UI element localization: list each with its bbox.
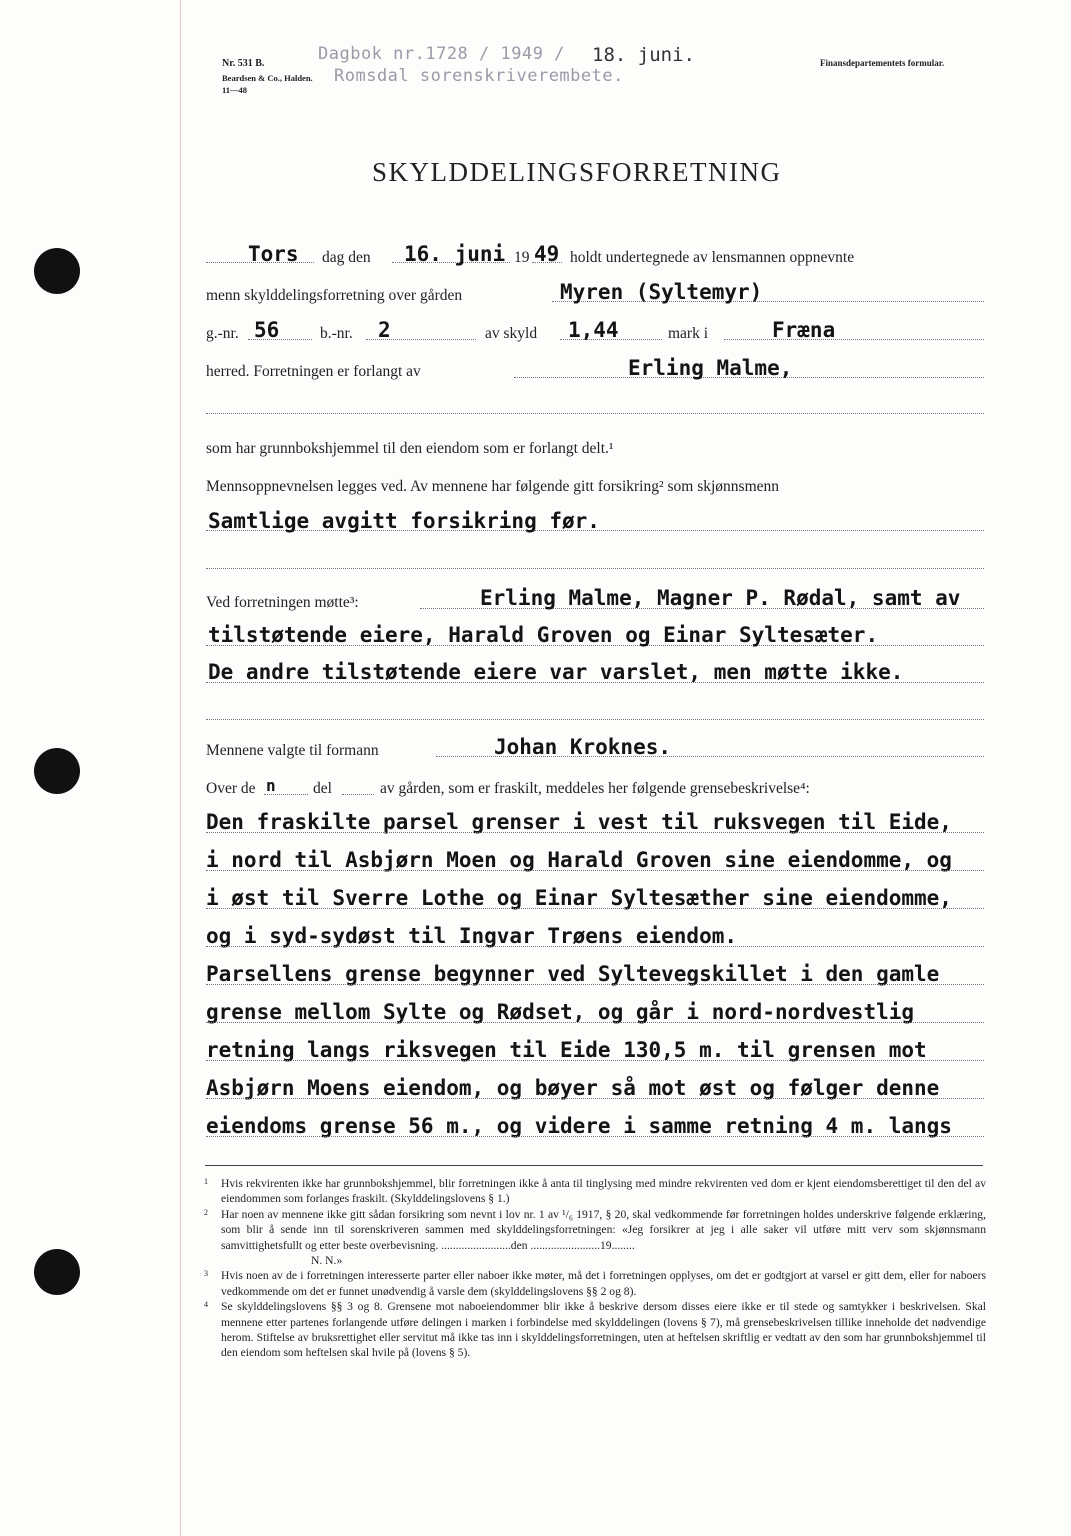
dag-den-label: dag den [322,249,371,266]
over-fill-value: n [266,776,276,795]
motte-line-2: tilstøtende eiere, Harald Groven og Einar Syltesæter. [208,623,879,647]
footnote-separator [205,1165,983,1166]
date-value: 16. juni [404,242,506,266]
margin-line [180,0,181,1536]
gnr-label: g.-nr. [206,325,239,342]
del-label: del [313,780,332,797]
description-line: eiendoms grense 56 m., og videre i samme retning 4 m. langs [206,1114,952,1138]
footnote-signature: N. N.» [311,1254,343,1268]
over-label: Over de [206,780,256,797]
footnote-4: 4 Se skylddelingslovens §§ 3 og 8. Grensene mot naboeiendommer blir ikke å beskrive dersom disses eiere ikke er til stede og samtykker i beskrivelsen. Skal mennene etter partenes forlangende utføre delingen i marken i forbindelse med skylddelingen (lovens § 7), må grensebeskrivelsen tillike inneholde det nødvendige herom. Stiftelse av bruksrettighet eller servitut må ikke tas inn i skylddelingsforretningen, uten at heftelsen skriftlig er vedtatt av den som har grunnbokshjemmel til den eiendom som heftelsen skal hvile på (lovens § 5). [204,1300,986,1360]
motte-label: Ved forretningen møtte³: [206,594,359,611]
form-number: Nr. 531 B. [222,58,265,69]
description-line: grense mellom Sylte og Rødset, og går i nord-nordvestlig [206,1000,915,1024]
men-text: menn skylddelingsforretning over gården [206,287,463,304]
punch-hole [34,248,80,294]
formann-value: Johan Kroknes. [494,735,672,759]
bnr-label: b.-nr. [320,325,353,342]
requester-value: Erling Malme, [628,356,793,380]
municipality-value: Fræna [772,318,836,342]
skyld-label: av skyld [485,325,538,342]
year-value: 49 [534,242,560,266]
over-rest-text: av gården, som er fraskilt, meddeles her følgende grensebeskrivelse⁴: [380,780,810,797]
motte-line-1: Erling Malme, Magner P. Rødal, samt av [480,586,961,610]
footnote-1: 1 Hvis rekvirenten ikke har grunnbokshjemmel, blir forretningen ikke å anta til tinglysing med mindre rekvirenten ved dom er kjent eiendomsberettiget til den del av eiendommen som forlanges fraskilt. (Skylddelingslovens § 1.) [204,1177,986,1206]
gnr-value: 56 [254,318,280,342]
weekday-value: Tors [248,242,299,266]
ministry-label: Finansdepartementets formular. [820,58,945,68]
description-line: Asbjørn Moens eiendom, og bøyer så mot øst og følger denne [206,1076,940,1100]
description-line: Parsellens grense begynner ved Syltevegskillet i den gamle [206,962,940,986]
intro-text: holdt undertegnede av lensmannen oppnevnte [570,249,855,266]
forsikring-value: Samtlige avgitt forsikring før. [208,509,600,533]
motte-line-3: De andre tilstøtende eiere var varslet, men møtte ikke. [208,660,904,684]
herred-text: herred. Forretningen er forlangt av [206,363,421,380]
footnote-3: 3 Hvis noen av de i forretningen interesserte parter eller naboer ikke møter, må det i forretningen opplyses, om det er godtgjort at varsel er gitt dem, eller for naboers vedkommende om det er funnet unødvendig å varsle dem (skylddelingslovens §§ 2 og 8). [204,1269,986,1298]
page-title: SKYLDDELINGSFORRETNING [372,157,782,187]
description-line: retning langs riksvegen til Eide 130,5 m. til grensen mot [206,1038,927,1062]
farm-value: Myren (Syltemyr) [560,280,763,304]
office-stamp: Romsdal sorenskriverembete. [334,66,624,86]
punch-hole [34,748,80,794]
oppnevnelse-text: Mennsoppnevnelsen legges ved. Av mennene har følgende gitt forsikring² som skjønnsmenn [206,478,780,495]
footnotes [204,1176,986,1361]
journal-stamp: Dagbok nr.1728 / 1949 / [318,44,565,64]
grunnbok-text: som har grunnbokshjemmel til den eiendom som er forlangt delt.¹ [206,440,614,457]
description-line: i nord til Asbjørn Moen og Harald Groven sine eiendomme, og [206,848,952,872]
footnote-2: 2 Har noen av mennene ikke gitt sådan forsikring som nevnt i lov nr. 1 av ¹/₆ 1917, § 20, skal vedkommende før forretningen holdes underskrive følgende erklæring, som blir å sende inn til sorenskriveren sammen med skylddelingsforretningen: «Jeg forsikrer at jeg i alle saker vil utføre mitt verv som skjønnsmann samvittighetsfullt og etter beste overbevisning. ........................den ........................19........ N. N.» [204,1207,986,1268]
stamp-date: 18. juni. [592,44,695,66]
formann-label: Mennene valgte til formann [206,742,379,759]
skyld-value: 1,44 [568,318,619,342]
description-line: i øst til Sverre Lothe og Einar Syltesæther sine eiendomme, [206,886,952,910]
description-line: og i syd-sydøst til Ingvar Trøens eiendom. [206,924,738,948]
print-date: 11—48 [222,85,248,95]
description-line: Den fraskilte parsel grenser i vest til ruksvegen til Eide, [206,810,952,834]
mark-label: mark i [668,325,709,342]
bnr-value: 2 [378,318,391,342]
punch-hole [34,1249,80,1295]
printer-name: Beardsen & Co., Halden. [222,73,313,83]
year-prefix: 19 [514,249,530,266]
